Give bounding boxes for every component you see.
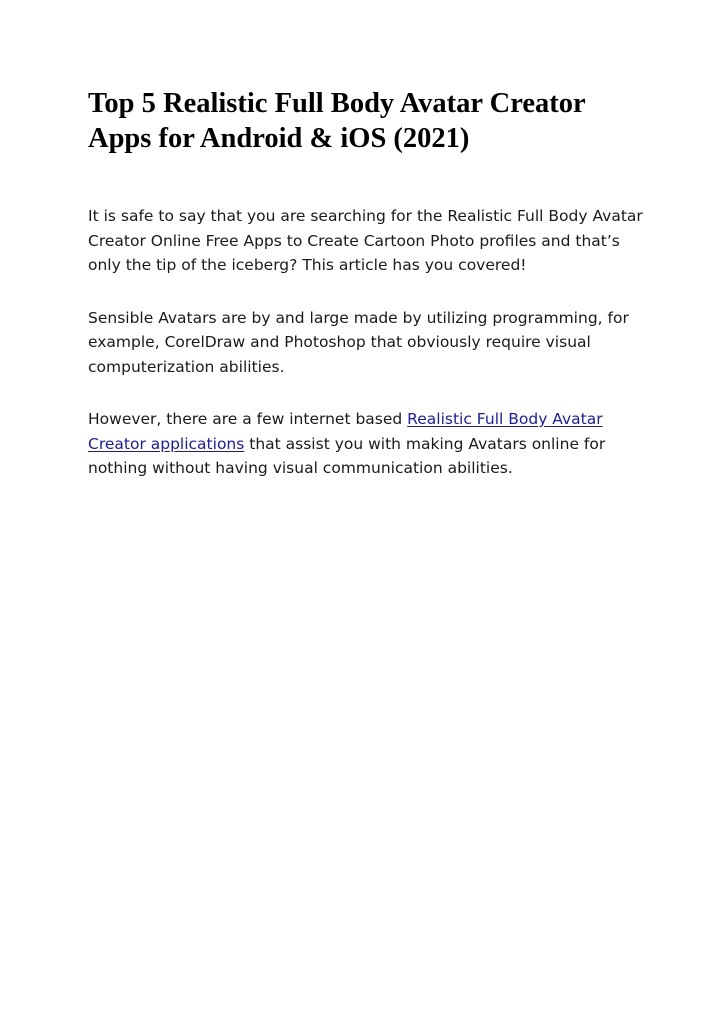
paragraph-text-before-link: However, there are a few internet based [88, 410, 408, 428]
document-content [88, 86, 648, 481]
paragraph-intro: It is safe to say that you are searching for the Realistic Full Body Avatar Creator Online Free Apps to Create Cartoon Photo profiles and that’s only the tip of the iceberg? This article has you covered! [88, 207, 643, 274]
paragraph-online-apps [88, 407, 648, 481]
paragraph-text-after-link: that assist you with making Avatars online for nothing without having visual communication abilities. [88, 434, 606, 477]
paragraph-sensible-avatars: Sensible Avatars are by and large made by utilizing programming, for example, CorelDraw and Photoshop that obviously require visual computerization abilities. [88, 308, 629, 376]
page-title: Top 5 Realistic Full Body Avatar Creator Apps for Android & iOS (2021) [88, 88, 586, 154]
avatar-creator-apps-link[interactable]: Realistic Full Body Avatar Creator applications [88, 410, 603, 453]
